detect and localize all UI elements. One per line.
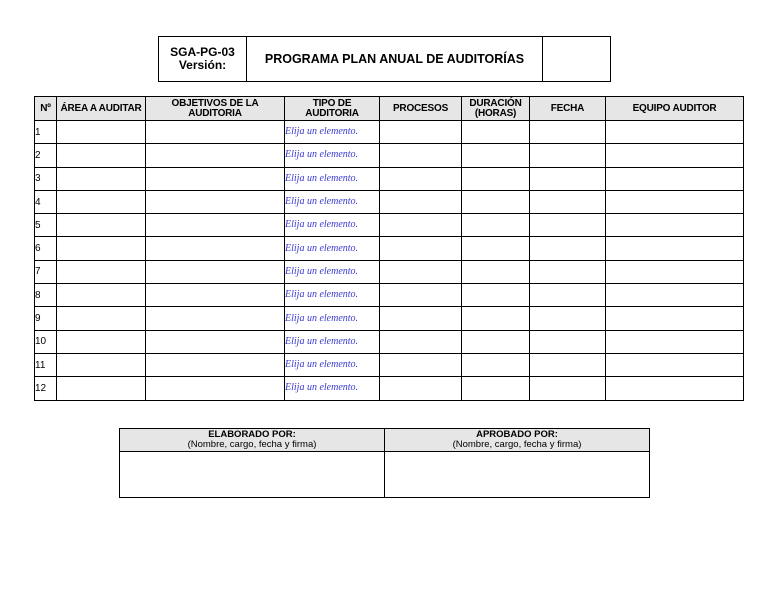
area-cell[interactable] bbox=[57, 167, 146, 190]
equipo-cell[interactable] bbox=[606, 284, 744, 307]
table-row bbox=[35, 353, 744, 376]
duracion-cell[interactable] bbox=[462, 237, 530, 260]
procesos-cell[interactable] bbox=[380, 214, 462, 237]
procesos-cell[interactable] bbox=[380, 237, 462, 260]
procesos-cell[interactable] bbox=[380, 167, 462, 190]
area-cell[interactable] bbox=[57, 237, 146, 260]
version-label: Versión: bbox=[178, 58, 227, 72]
aprobado-subtitle: (Nombre, cargo, fecha y firma) bbox=[452, 439, 582, 450]
col-header-fecha: FECHA bbox=[530, 97, 606, 121]
area-cell[interactable] bbox=[57, 260, 146, 283]
row-number: 3 bbox=[35, 167, 57, 190]
fecha-cell[interactable] bbox=[530, 330, 606, 353]
objetivos-cell[interactable] bbox=[146, 307, 285, 330]
equipo-cell[interactable] bbox=[606, 121, 744, 144]
objetivos-cell[interactable] bbox=[146, 377, 285, 400]
procesos-cell[interactable] bbox=[380, 144, 462, 167]
objetivos-cell[interactable] bbox=[146, 190, 285, 213]
area-cell[interactable] bbox=[57, 190, 146, 213]
objetivos-cell[interactable] bbox=[146, 214, 285, 237]
tipo-dropdown[interactable]: Elija un elemento. bbox=[285, 377, 380, 400]
duracion-cell[interactable] bbox=[462, 377, 530, 400]
row-number: 6 bbox=[35, 237, 57, 260]
tipo-dropdown[interactable]: Elija un elemento. bbox=[285, 307, 380, 330]
objetivos-cell[interactable] bbox=[146, 144, 285, 167]
row-number: 5 bbox=[35, 214, 57, 237]
table-row bbox=[35, 190, 744, 213]
fecha-cell[interactable] bbox=[530, 260, 606, 283]
duracion-cell[interactable] bbox=[462, 167, 530, 190]
duracion-cell[interactable] bbox=[462, 190, 530, 213]
equipo-cell[interactable] bbox=[606, 144, 744, 167]
row-number: 12 bbox=[35, 377, 57, 400]
fecha-cell[interactable] bbox=[530, 284, 606, 307]
tipo-dropdown[interactable]: Elija un elemento. bbox=[285, 144, 380, 167]
col-header-num: Nº bbox=[35, 97, 57, 121]
objetivos-cell[interactable] bbox=[146, 121, 285, 144]
fecha-cell[interactable] bbox=[530, 144, 606, 167]
area-cell[interactable] bbox=[57, 121, 146, 144]
procesos-cell[interactable] bbox=[380, 307, 462, 330]
aprobado-signature-field[interactable] bbox=[385, 452, 650, 498]
duracion-cell[interactable] bbox=[462, 353, 530, 376]
row-number: 4 bbox=[35, 190, 57, 213]
fecha-cell[interactable] bbox=[530, 237, 606, 260]
procesos-cell[interactable] bbox=[380, 260, 462, 283]
tipo-dropdown[interactable]: Elija un elemento. bbox=[285, 214, 380, 237]
duracion-cell[interactable] bbox=[462, 260, 530, 283]
aprobado-title: APROBADO POR: bbox=[476, 429, 558, 440]
col-header-tipo: TIPO DE AUDITORIA bbox=[285, 97, 380, 121]
signature-table bbox=[119, 428, 650, 498]
equipo-cell[interactable] bbox=[606, 167, 744, 190]
fecha-cell[interactable] bbox=[530, 307, 606, 330]
duracion-cell[interactable] bbox=[462, 330, 530, 353]
elaborado-subtitle: (Nombre, cargo, fecha y firma) bbox=[187, 439, 317, 450]
header-empty-cell bbox=[543, 37, 610, 81]
aprobado-header bbox=[385, 429, 650, 452]
col-header-area: ÁREA A AUDITAR bbox=[57, 97, 146, 121]
area-cell[interactable] bbox=[57, 214, 146, 237]
row-number: 9 bbox=[35, 307, 57, 330]
tipo-dropdown[interactable]: Elija un elemento. bbox=[285, 167, 380, 190]
col-header-equipo: EQUIPO AUDITOR bbox=[606, 97, 744, 121]
area-cell[interactable] bbox=[57, 330, 146, 353]
tipo-dropdown[interactable]: Elija un elemento. bbox=[285, 260, 380, 283]
row-number: 2 bbox=[35, 144, 57, 167]
equipo-cell[interactable] bbox=[606, 307, 744, 330]
tipo-dropdown[interactable]: Elija un elemento. bbox=[285, 330, 380, 353]
procesos-cell[interactable] bbox=[380, 121, 462, 144]
tipo-dropdown[interactable]: Elija un elemento. bbox=[285, 237, 380, 260]
fecha-cell[interactable] bbox=[530, 214, 606, 237]
area-cell[interactable] bbox=[57, 377, 146, 400]
fecha-cell[interactable] bbox=[530, 377, 606, 400]
table-row bbox=[35, 377, 744, 400]
table-row bbox=[35, 260, 744, 283]
table-row bbox=[35, 167, 744, 190]
table-header-row bbox=[35, 97, 744, 121]
fecha-cell[interactable] bbox=[530, 167, 606, 190]
col-header-objetivos: OBJETIVOS DE LA AUDITORIA bbox=[146, 97, 285, 121]
equipo-cell[interactable] bbox=[606, 214, 744, 237]
duracion-cell[interactable] bbox=[462, 144, 530, 167]
tipo-dropdown[interactable]: Elija un elemento. bbox=[285, 353, 380, 376]
table-row bbox=[35, 214, 744, 237]
equipo-cell[interactable] bbox=[606, 260, 744, 283]
area-cell[interactable] bbox=[57, 284, 146, 307]
table-row bbox=[35, 284, 744, 307]
table-row bbox=[35, 121, 744, 144]
elaborado-signature-field[interactable] bbox=[120, 452, 385, 498]
row-number: 1 bbox=[35, 121, 57, 144]
fecha-cell[interactable] bbox=[530, 353, 606, 376]
table-row bbox=[35, 307, 744, 330]
elaborado-title: ELABORADO POR: bbox=[208, 429, 296, 440]
objetivos-cell[interactable] bbox=[146, 237, 285, 260]
fecha-cell[interactable] bbox=[530, 121, 606, 144]
area-cell[interactable] bbox=[57, 307, 146, 330]
duracion-cell[interactable] bbox=[462, 307, 530, 330]
procesos-cell[interactable] bbox=[380, 190, 462, 213]
col-header-duracion: DURACIÓN (HORAS) bbox=[462, 97, 530, 121]
duracion-cell[interactable] bbox=[462, 284, 530, 307]
procesos-cell[interactable] bbox=[380, 284, 462, 307]
equipo-cell[interactable] bbox=[606, 237, 744, 260]
objetivos-cell[interactable] bbox=[146, 353, 285, 376]
equipo-cell[interactable] bbox=[606, 377, 744, 400]
objetivos-cell[interactable] bbox=[146, 284, 285, 307]
objetivos-cell[interactable] bbox=[146, 167, 285, 190]
objetivos-cell[interactable] bbox=[146, 260, 285, 283]
table-row bbox=[35, 330, 744, 353]
area-cell[interactable] bbox=[57, 144, 146, 167]
procesos-cell[interactable] bbox=[380, 353, 462, 376]
tipo-dropdown[interactable]: Elija un elemento. bbox=[285, 284, 380, 307]
fecha-cell[interactable] bbox=[530, 190, 606, 213]
document-code: SGA-PG-03 bbox=[170, 45, 235, 59]
col-header-procesos: PROCESOS bbox=[380, 97, 462, 121]
tipo-dropdown[interactable]: Elija un elemento. bbox=[285, 121, 380, 144]
equipo-cell[interactable] bbox=[606, 330, 744, 353]
equipo-cell[interactable] bbox=[606, 353, 744, 376]
duracion-cell[interactable] bbox=[462, 121, 530, 144]
audit-program-table bbox=[34, 96, 744, 401]
elaborado-header bbox=[120, 429, 385, 452]
table-row bbox=[35, 237, 744, 260]
document-header bbox=[158, 36, 611, 82]
tipo-dropdown[interactable]: Elija un elemento. bbox=[285, 190, 380, 213]
document-code-cell bbox=[159, 37, 247, 81]
row-number: 7 bbox=[35, 260, 57, 283]
area-cell[interactable] bbox=[57, 353, 146, 376]
procesos-cell[interactable] bbox=[380, 330, 462, 353]
duracion-cell[interactable] bbox=[462, 214, 530, 237]
procesos-cell[interactable] bbox=[380, 377, 462, 400]
table-row bbox=[35, 144, 744, 167]
row-number: 10 bbox=[35, 330, 57, 353]
objetivos-cell[interactable] bbox=[146, 330, 285, 353]
row-number: 8 bbox=[35, 284, 57, 307]
row-number: 11 bbox=[35, 353, 57, 376]
document-title: PROGRAMA PLAN ANUAL DE AUDITORÍAS bbox=[247, 37, 543, 81]
equipo-cell[interactable] bbox=[606, 190, 744, 213]
